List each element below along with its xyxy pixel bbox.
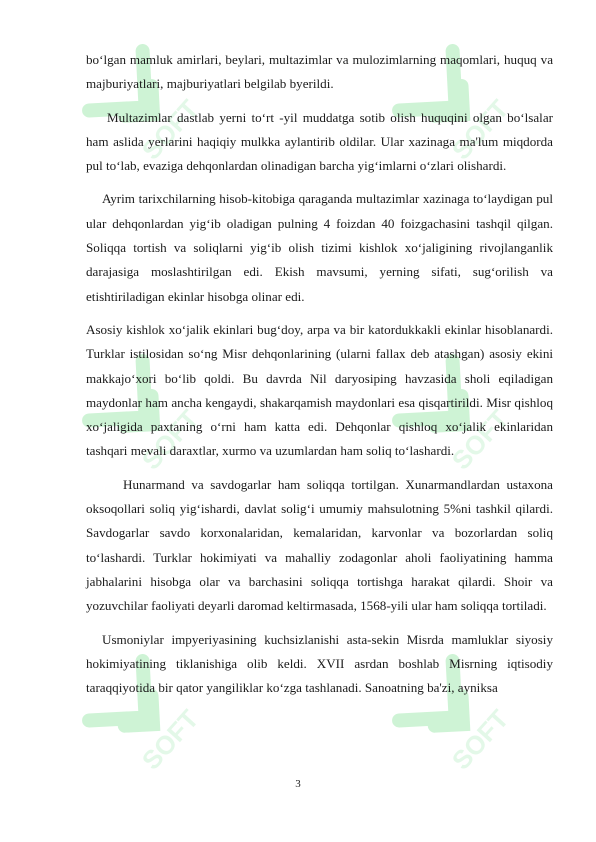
paragraph: Multazimlar dastlab yerni to‘rt -yil muddatga sotib olish huquqini olgan bo‘lsalar ham aslida yerlarini haqiqiy mulkka aylantirib oldilar. Ular xazinaga ma'lum miqdorda pul to‘lab, evaziga dehqonlardan olinadigan barcha yig‘imlarni o‘zlari olishardi. — [86, 109, 553, 174]
svg-text:SOFT: SOFT — [445, 93, 515, 166]
svg-text:SOFT: SOFT — [445, 403, 515, 476]
paragraph: Ayrim tarixchilarning hisob-kitobiga qaraganda multazimlar xazinaga to‘laydigan pul ular dehqonlardan yig‘ib oladigan pulning 4 foizdan 40 foizgachasini tashqil qilgan. Soliqqa tortish va soliqlarni yig‘ib olish tizimi kishlok xo‘jaligining rivojlanganlik darajasiga moslashtirilgan edi. Ekish mavsumi, yerning sifati, sug‘orilish va etishtiriladigan ekinlar hisobga olinar edi. — [86, 191, 553, 304]
page-number: 3 — [295, 778, 301, 790]
svg-text:SOFT: SOFT — [135, 93, 205, 166]
svg-text:SOFT: SOFT — [135, 703, 205, 776]
body-text — [86, 48, 553, 709]
svg-text:SOFT: SOFT — [445, 703, 515, 776]
paragraph: Hunarmand va savdogarlar ham soliqqa tortilgan. Xunarmandlardan ustaxona oksoqollari soliq yig‘ishardi, davlat solig‘i umumiy mahsulotning 5%ni tashkil qilardi. Savdogarlar savdo korxonalaridan, kemalaridan, karvonlar va bozorlardan soliq to‘lashardi. Turklar hokimiyati va mahalliy zodagonlar aholi faoliyatining hamma jabhalarini hisobga olar va barchasini soliqqa tortishga harakat qilardi. Shoir va yozuvchilar faoliyati deyarli daromad keltirmasada, 1568-yili ular ham soliqqa tortiladi. — [86, 476, 553, 614]
paragraph: bo‘lgan mamluk amirlari, beylari, multazimlar va mulozimlarning maqomlari, huquq va majburiyatlari, majburiyatlari belgilab byerildi. — [86, 52, 553, 92]
paragraph: Usmoniylar impyeriyasining kuchsizlanishi asta-sekin Misrda mamluklar siyosiy hokimiyatining tiklanishiga olib keldi. XVII asrdan boshlab Misrning iqtisodiy taraqqiyotida bir qator yangiliklar ko‘zga tashlanadi. Sanoatning ba'zi, ayniksa — [86, 631, 553, 696]
paragraph: Asosiy kishlok xo‘jalik ekinlari bug‘doy, arpa va bir katordukkakli ekinlar hisoblanardi. Turklar istilosidan so‘ng Misr dehqonlarining (ularni fallax deb atashgan) asosiy ekini makkajo‘xori bo‘lib qoldi. Bu davrda Nil daryosiping havzasida sholi eqiladigan maydonlar ham ancha kengaydi, shakarqamish maydonlari esa qisqartirildi. Misr qishloq xo‘jaligida paxtaning o‘rni ham katta edi. Dehqonlar qishloq xo‘jalik ekinlaridan tashqari mevali daraxtlar, xurmo va uzumlardan ham soliq to‘lashardi. — [86, 321, 553, 459]
svg-text:SOFT: SOFT — [135, 403, 205, 476]
